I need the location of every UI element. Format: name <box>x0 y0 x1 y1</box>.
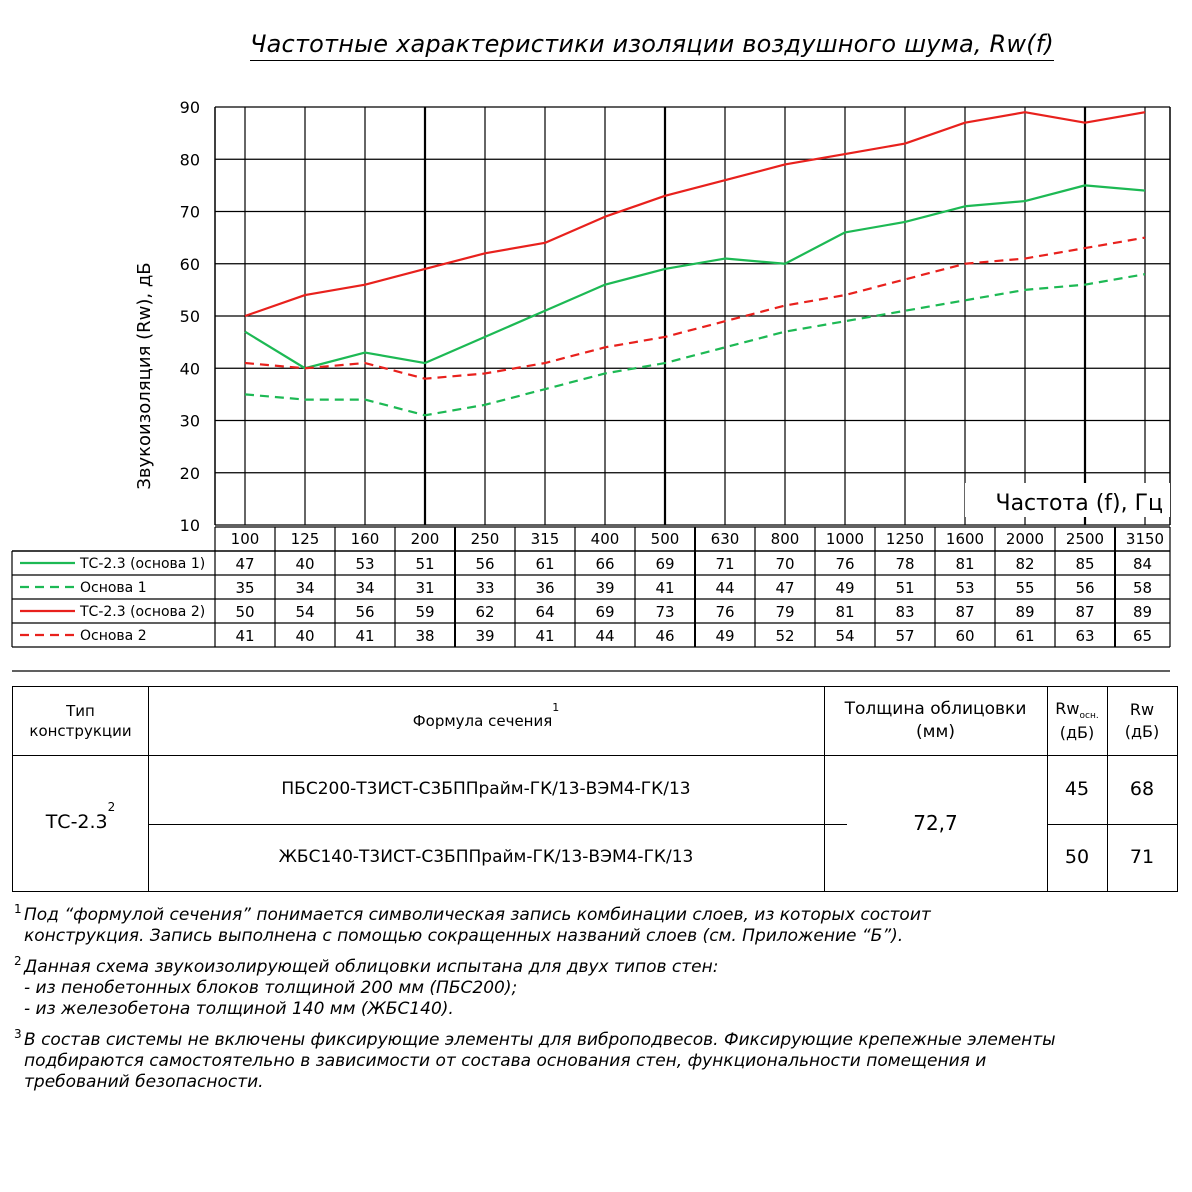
thickness-value: 72,7 <box>913 810 958 835</box>
x-tick-label: 630 <box>710 530 740 548</box>
x-tick-label: 1600 <box>945 530 985 548</box>
table-cell: 52 <box>775 627 795 645</box>
chart-grid <box>215 107 1170 525</box>
footnote-1: 1 Под “формулой сечения” понимается символическая запись комбинации слоев, из которых состоит конструкция. Запись выполнена с помощью сокращенных названий слоев (см. Приложение “Б”). <box>14 902 931 946</box>
formula-row-1: ПБС200-Т3ИСТ-С3БППрайм-ГК/13-ВЭМ4-ГК/13 <box>281 779 691 800</box>
rw-base-1: 45 <box>1064 777 1090 800</box>
table-cell: 51 <box>415 555 435 573</box>
series-line-1 <box>245 185 1145 368</box>
table-cell: 60 <box>955 627 975 645</box>
table-cell: 54 <box>295 603 315 621</box>
table-cell: 53 <box>955 579 975 597</box>
rw-2: 71 <box>1129 845 1155 868</box>
table-cell: 69 <box>655 555 675 573</box>
table-cell: 50 <box>235 603 255 621</box>
x-tick-label: 315 <box>530 530 560 548</box>
x-tick-label: 1250 <box>885 530 925 548</box>
table-cell: 56 <box>1075 579 1095 597</box>
table-cell: 49 <box>715 627 735 645</box>
spec-table <box>12 686 1178 892</box>
table-cell: 34 <box>295 579 315 597</box>
table-cell: 76 <box>835 555 855 573</box>
table-cell: 41 <box>235 627 255 645</box>
table-cell: 85 <box>1075 555 1095 573</box>
y-tick-label: 30 <box>179 411 200 431</box>
table-cell: 53 <box>355 555 375 573</box>
footnotes <box>14 902 1184 1103</box>
table-cell: 49 <box>835 579 855 597</box>
x-tick-label: 3150 <box>1125 530 1165 548</box>
construction-type: ТС-2.3 $^2$ <box>45 800 116 834</box>
rw-1: 68 <box>1129 777 1155 800</box>
table-cell: 41 <box>355 627 375 645</box>
x-tick-label: 2500 <box>1065 530 1105 548</box>
series-line-3 <box>245 112 1145 316</box>
table-cell: 82 <box>1015 555 1035 573</box>
table-cell: 62 <box>475 603 495 621</box>
table-cell: 39 <box>475 627 495 645</box>
legend-label-3: ТС-2.3 (основа 2) <box>80 604 206 620</box>
chart-title: Частотные характеристики изоляции воздушного шума, Rw(f) <box>250 30 1054 61</box>
table-cell: 84 <box>1132 555 1153 573</box>
legend-label-2: Основа 1 <box>80 580 147 596</box>
col-formula-header: Формула сечения $^1$ <box>412 701 560 730</box>
table-cell: 89 <box>1132 603 1153 621</box>
table-cell: 64 <box>535 603 555 621</box>
table-cell: 70 <box>775 555 795 573</box>
table-cell: 87 <box>955 603 975 621</box>
table-cell: 57 <box>895 627 915 645</box>
legend-label-4: Основа 2 <box>80 628 147 644</box>
table-cell: 44 <box>595 627 615 645</box>
y-tick-label: 70 <box>179 202 200 222</box>
table-cell: 69 <box>595 603 615 621</box>
y-tick-label: 80 <box>179 150 200 170</box>
col-type-header: Тип конструкции <box>29 701 132 740</box>
table-cell: 36 <box>535 579 555 597</box>
table-cell: 54 <box>835 627 855 645</box>
y-tick-label: 90 <box>179 98 200 117</box>
values-table <box>12 527 1170 671</box>
table-cell: 81 <box>835 603 855 621</box>
x-tick-label: 400 <box>590 530 620 548</box>
x-tick-label: 100 <box>230 530 260 548</box>
y-tick-label: 10 <box>179 516 200 535</box>
y-tick-label: 20 <box>179 463 200 483</box>
table-cell: 47 <box>235 555 255 573</box>
table-cell: 51 <box>895 579 915 597</box>
y-tick-label: 60 <box>179 254 200 274</box>
col-rw-base-header: $Rw_{осн.}$ (дБ) <box>1055 699 1099 743</box>
table-cell: 61 <box>1015 627 1035 645</box>
table-cell: 58 <box>1132 579 1153 597</box>
y-tick-label: 50 <box>179 307 200 326</box>
table-cell: 47 <box>775 579 795 597</box>
formula-row-2: ЖБС140-Т3ИСТ-С3БППрайм-ГК/13-ВЭМ4-ГК/13 <box>278 847 694 868</box>
table-cell: 61 <box>535 555 555 573</box>
table-cell: 38 <box>415 627 435 645</box>
y-tick-label: 40 <box>179 359 200 379</box>
table-cell: 56 <box>475 555 495 573</box>
table-cell: 35 <box>235 579 255 597</box>
x-tick-label: 250 <box>470 530 500 548</box>
x-tick-label: 1000 <box>825 530 865 548</box>
legend-label-1: ТС-2.3 (основа 1) <box>80 556 206 572</box>
table-cell: 81 <box>955 555 975 573</box>
footnote-2: 2 Данная схема звукоизолирующей облицовки испытана для двух типов стен: - из пенобетонных блоков толщиной 200 мм (ПБС200); - из железобетона толщиной 140 мм (ЖБС140). <box>14 954 719 1019</box>
table-cell: 46 <box>655 627 675 645</box>
table-cell: 63 <box>1075 627 1095 645</box>
table-cell: 89 <box>1015 603 1035 621</box>
table-cell: 40 <box>295 555 315 573</box>
table-cell: 78 <box>895 555 915 573</box>
x-tick-label: 200 <box>410 530 440 548</box>
table-cell: 65 <box>1132 627 1153 645</box>
table-cell: 41 <box>655 579 675 597</box>
table-cell: 34 <box>355 579 375 597</box>
x-axis-label: Частота (f), Гц <box>995 491 1163 516</box>
table-cell: 87 <box>1075 603 1095 621</box>
x-tick-label: 125 <box>290 530 320 548</box>
x-tick-label: 2000 <box>1005 530 1045 548</box>
col-thickness-header: Толщина облицовки (мм) <box>844 699 1027 742</box>
x-tick-label: 800 <box>770 530 800 548</box>
rw-base-2: 50 <box>1064 845 1090 868</box>
table-cell: 73 <box>655 603 675 621</box>
table-cell: 76 <box>715 603 735 621</box>
table-cell: 44 <box>715 579 735 597</box>
table-cell: 40 <box>295 627 315 645</box>
series-line-2 <box>245 274 1145 415</box>
table-cell: 55 <box>1015 579 1035 597</box>
col-rw-header: Rw (дБ) <box>1124 700 1160 741</box>
table-cell: 33 <box>475 579 495 597</box>
x-tick-label: 500 <box>650 530 680 548</box>
x-tick-label: 160 <box>350 530 380 548</box>
table-cell: 83 <box>895 603 915 621</box>
table-cell: 41 <box>535 627 555 645</box>
y-axis-label: Звукоизоляция (Rw), дБ <box>134 262 155 490</box>
table-cell: 66 <box>595 555 615 573</box>
table-cell: 56 <box>355 603 375 621</box>
table-cell: 71 <box>715 555 735 573</box>
table-cell: 39 <box>595 579 615 597</box>
footnote-3: 3 В состав системы не включены фиксирующие элементы для виброподвесов. Фиксирующие крепежные элементы подбираются самостоятельно в зависимости от состава основания стен, функциональности помещения и требований безопасности. <box>14 1027 1056 1092</box>
table-cell: 79 <box>775 603 795 621</box>
table-cell: 59 <box>415 603 435 621</box>
table-cell: 31 <box>415 579 435 597</box>
series-line-4 <box>245 238 1145 379</box>
